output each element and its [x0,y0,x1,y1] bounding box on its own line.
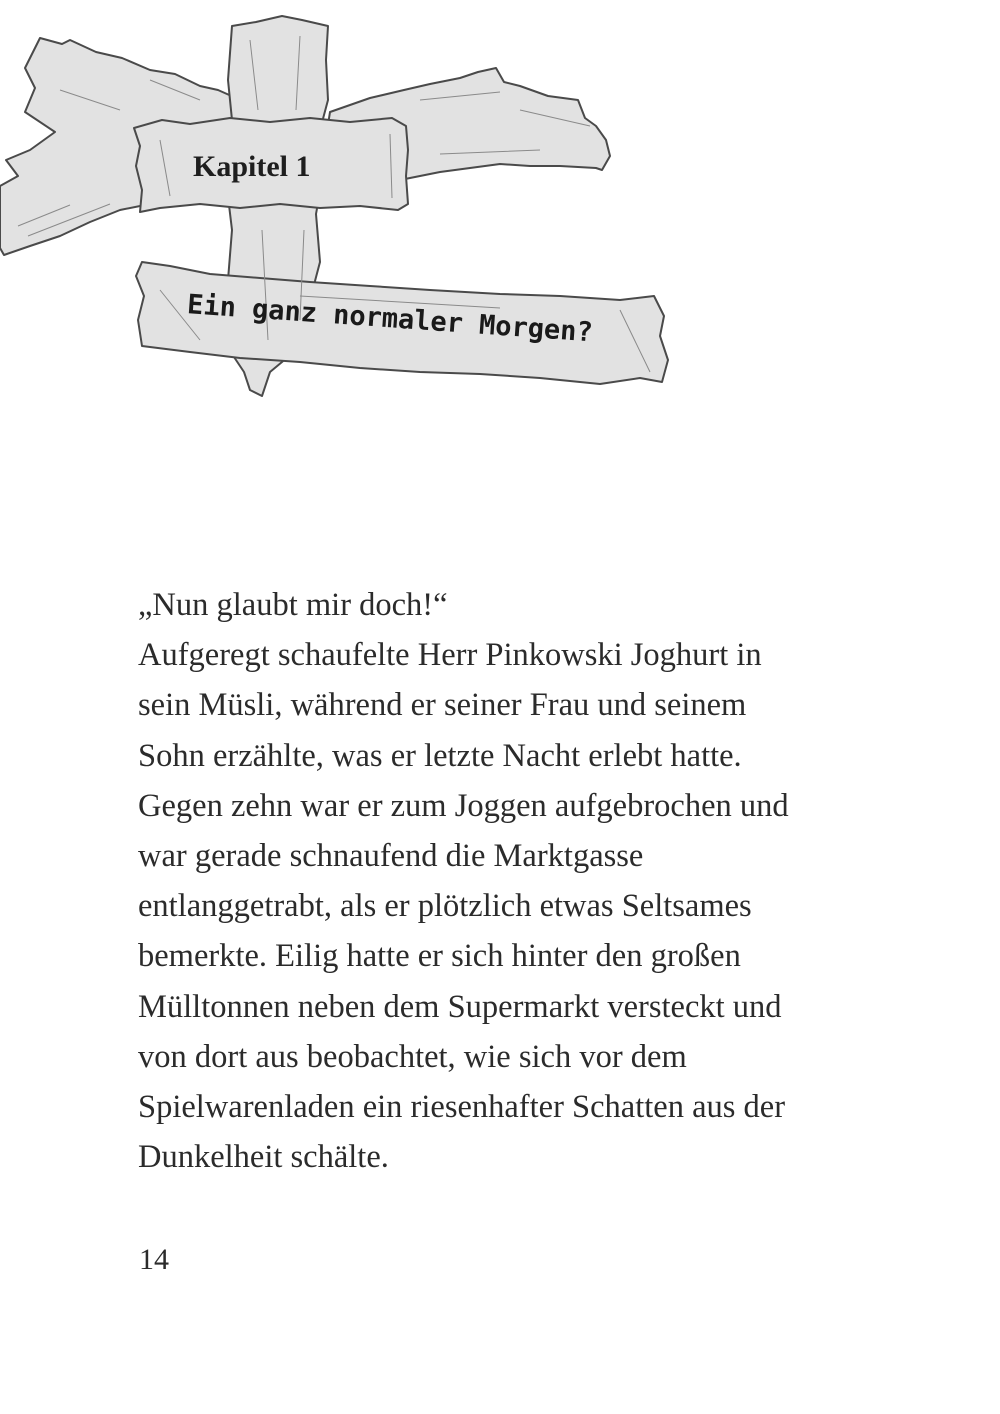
body-line: entlanggetrabt, als er plötzlich etwas Seltsames [138,888,752,925]
page-number: 14 [139,1243,169,1276]
chapter-title: Ein ganz normaler Morgen? [186,289,594,349]
body-text [138,580,898,1182]
body-line: Sohn erzählte, was er letzte Nacht erlebt hatte. [138,737,742,774]
body-line: Spielwarenladen ein riesenhafter Schatten aus der [138,1089,786,1126]
chapter-label: Kapitel 1 [193,150,311,183]
chapter-signpost-illustration [0,0,700,420]
body-line: von dort aus beobachtet, wie sich vor dem [138,1038,687,1075]
body-line: Mülltonnen neben dem Supermarkt versteckt und [138,988,782,1025]
body-line: sein Müsli, während er seiner Frau und seinem [138,687,747,724]
body-line: „Nun glaubt mir doch!“ [138,587,448,623]
body-line: Gegen zehn war er zum Joggen aufgebrochen und [138,787,789,824]
body-line: war gerade schnaufend die Marktgasse [138,838,644,875]
body-line: Aufgeregt schaufelte Herr Pinkowski Joghurt in [138,637,762,674]
body-line: bemerkte. Eilig hatte er sich hinter den großen [138,938,741,975]
body-line: Dunkelheit schälte. [138,1139,389,1176]
